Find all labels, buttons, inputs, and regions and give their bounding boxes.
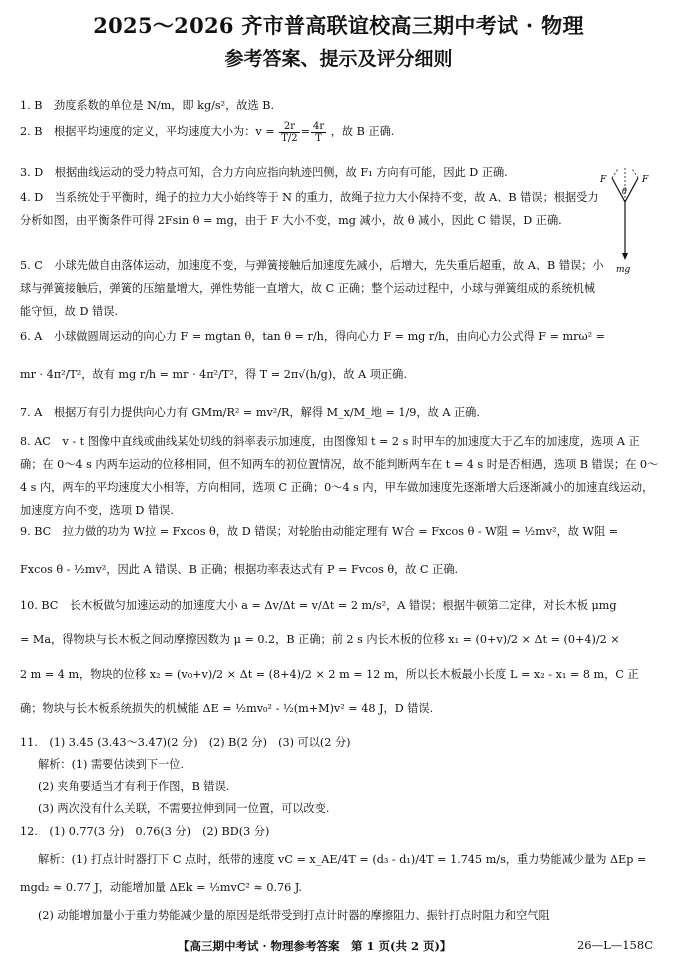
- answer-text-line1: 拉力做的功为 W拉 = Fxcos θ，故 D 错误；对轮胎由动能定理有 W合 = Fxcos θ - W阻 = ½mv²，故 W阻 =: [62, 525, 619, 538]
- answer-text-line2: = Ma，得物块与长木板之间动摩擦因数为 μ = 0.2，B 正确；前 2 s 内长木板的位移 x₁ = (0+v)/2 × Δt = (0+4)/2 ×: [20, 633, 620, 646]
- answer-q12-line3: [20, 876, 660, 899]
- answer-q6-cont: [20, 363, 660, 386]
- answer-q7: [20, 401, 660, 424]
- answer-q6: [20, 325, 660, 348]
- answer-text-line3: mgd₂ ≈ 0.77 J，动能增加量 ΔEk = ½mvC² ≈ 0.76 J.: [20, 881, 302, 894]
- answer-text: v - t 图像中直线或曲线某处切线的斜率表示加速度，由图像知 t = 2 s 时甲车的加速度大于乙车的加速度，选项 A 正确；在 0～4 s 内两车运动的位移相同，但不知两车的初位置情况，故不能判断两车在 t = 4 s 时是否相遇，选项 B 错误；在 0～4 s 内，两车的平均速度大小相等，方向相同，选项 C 正确；0～4 s 内，甲车做加速度先逐渐增大后逐渐减小的加速直线运动，加速度方向不变，选项 D 错误.: [20, 435, 659, 517]
- answer-text-line1: (1) 0.77(3 分) 0.76(3 分) (2) BD(3 分): [49, 825, 270, 838]
- answer-text: 根据万有引力提供向心力有 GMm/R² = mv²/R，解得 M_x/M_地 = 1/9，故 A 正确.: [53, 406, 480, 419]
- answer-q10-line4: [20, 697, 660, 720]
- answer-number: 4. D: [20, 191, 44, 204]
- footer-code: 26—L—158C: [576, 938, 653, 952]
- page-title: 2025～2026 齐市普高联谊校高三期中考试 · 物理: [93, 13, 584, 38]
- answer-q11-line2: [20, 753, 677, 776]
- answer-q9-cont: [20, 558, 660, 581]
- answer-text-post: ，故 B 正确.: [330, 125, 395, 138]
- fraction: $\frac{4r}{T}$: [313, 120, 325, 144]
- answer-number: 11.: [20, 736, 38, 749]
- force-dash-right: [625, 168, 638, 178]
- answer-text-line2: mr · 4π²/T²，故有 mg r/h = mr · 4π²/T²，得 T = 2π√(h/g)，故 A 项正确.: [20, 368, 407, 381]
- answer-text-line1: 小球做圆周运动的向心力 F = mgtan θ，tan θ = r/h，得向心力 F = mg r/h，由向心力公式得 F = mrω² =: [53, 330, 606, 343]
- label-f-right: F: [642, 175, 649, 185]
- answer-number: 5. C: [20, 259, 43, 272]
- answer-text-line3: (2) 夹角要适当才有利于作图，B 错误.: [38, 780, 230, 793]
- answer-number: 10. BC: [20, 599, 59, 612]
- force-right-arrow: [625, 178, 638, 202]
- gravity-arrow-head: [622, 253, 628, 260]
- answer-q11-line4: [20, 797, 677, 820]
- answer-q2: 2. B 根据平均速度的定义，平均速度大小为：v = $\frac{2r}{T/2}$ = $\frac{4r}{T}$ ，故 B 正确.: [20, 120, 395, 144]
- answer-text-line1: (1) 3.45 (3.43～3.47)(2 分) (2) B(2 分) (3) 可以(2 分): [49, 736, 351, 749]
- answer-q1: [20, 94, 660, 117]
- answer-q11-line3: [20, 775, 677, 798]
- answer-text-line3: 2 m = 4 m，物块的位移 x₂ = (v₀+v)/2 × Δt = (8+4)/2 × 2 m = 12 m，所以长木板最小长度 L = x₂ - x₁ = 8 m，C 正: [20, 668, 639, 681]
- answer-text-line4: (3) 两次没有什么关联，不需要拉伸到同一位置，可以改变.: [38, 802, 330, 815]
- answer-text-line4: 确；物块与长木板系统损失的机械能 ΔE = ½mv₀² - ½(m+M)v² = 48 J，D 错误.: [20, 702, 434, 715]
- answer-q10-line3: [20, 663, 660, 686]
- answer-number: 9. BC: [20, 525, 52, 538]
- answer-number: 12.: [20, 825, 38, 838]
- answer-text: 根据曲线运动的受力特点可知，合力方向应指向轨迹凹侧，故 F₁ 方向有可能，因此 D 正确.: [54, 166, 508, 179]
- label-f-left: F: [600, 175, 607, 185]
- answer-q8: [20, 430, 660, 522]
- answer-number: 7. A: [20, 406, 43, 419]
- answer-q11: [20, 731, 660, 754]
- answer-q12-line4: [20, 904, 677, 927]
- footer-text: 【高三期中考试 · 物理参考答案 第 1 页(共 2 页)】: [178, 939, 452, 953]
- answer-number: 2. B: [20, 125, 43, 138]
- answer-q4: [20, 186, 605, 232]
- answer-text-line2: 解析：(1) 打点计时器打下 C 点时，纸带的速度 vC = x_AE/4T = (d₃ - d₁)/4T = 1.745 m/s，重力势能减少量为 ΔEp =: [38, 853, 647, 866]
- answer-q9: [20, 520, 660, 543]
- label-mg: mg: [616, 265, 631, 275]
- answer-q5: [20, 254, 605, 323]
- force-dash-left: [612, 168, 625, 178]
- answer-number: 8. AC: [20, 435, 51, 448]
- force-diagram: [590, 168, 660, 278]
- page-subtitle: 参考答案、提示及评分细则: [224, 48, 453, 70]
- fraction: $\frac{2r}{T/2}$: [281, 120, 298, 144]
- answer-text-line2: Fxcos θ - ½mv²，因此 A 错误、B 正确；根据功率表达式有 P = Fvcos θ，故 C 正确.: [20, 563, 459, 576]
- answer-text-pre: 根据平均速度的定义，平均速度大小为：v =: [54, 125, 275, 138]
- answer-number: 1. B: [20, 99, 43, 112]
- answer-q10: [20, 594, 660, 617]
- answer-text: 劲度系数的单位是 N/m，即 kg/s²，故选 B.: [54, 99, 275, 112]
- answer-q10-line2: [20, 628, 660, 651]
- answer-number: 3. D: [20, 166, 44, 179]
- answer-text-line4: (2) 动能增加量小于重力势能减少量的原因是纸带受到打点计时器的摩擦阻力、振针打点时阻力和空气阻: [38, 909, 550, 922]
- answer-text: 小球先做自由落体运动，加速度不变，与弹簧接触后加速度先减小，后增大，先失重后超重，故 A、B 错误；小球与弹簧接触后，弹簧的压缩量增大，弹性势能一直增大，故 C 正确；整个运动过程中，小球与弹簧组成的系统机械能守恒，故 D 错误.: [20, 259, 604, 318]
- answer-q12-line2: [20, 848, 677, 871]
- answer-text-line2: 解析：(1) 需要估读到下一位.: [38, 758, 185, 771]
- answer-number: 6. A: [20, 330, 43, 343]
- answer-q3: [20, 161, 660, 184]
- label-theta: θ: [622, 187, 627, 196]
- answer-text: 当系统处于平衡时，绳子的拉力大小始终等于 N 的重力，故绳子拉力大小保持不变，故 A、B 错误；根据受力分析如图，由平衡条件可得 2Fsin θ = mg，由于 F 大小不变，mg 减小，故 θ 减小，因此 C 错误，D 正确.: [20, 191, 599, 227]
- answer-text-line1: 长木板做匀加速运动的加速度大小 a = Δv/Δt = v/Δt = 2 m/s²，A 错误；根据牛顿第二定律，对长木板 μmg: [69, 599, 617, 612]
- answer-q12: [20, 820, 660, 843]
